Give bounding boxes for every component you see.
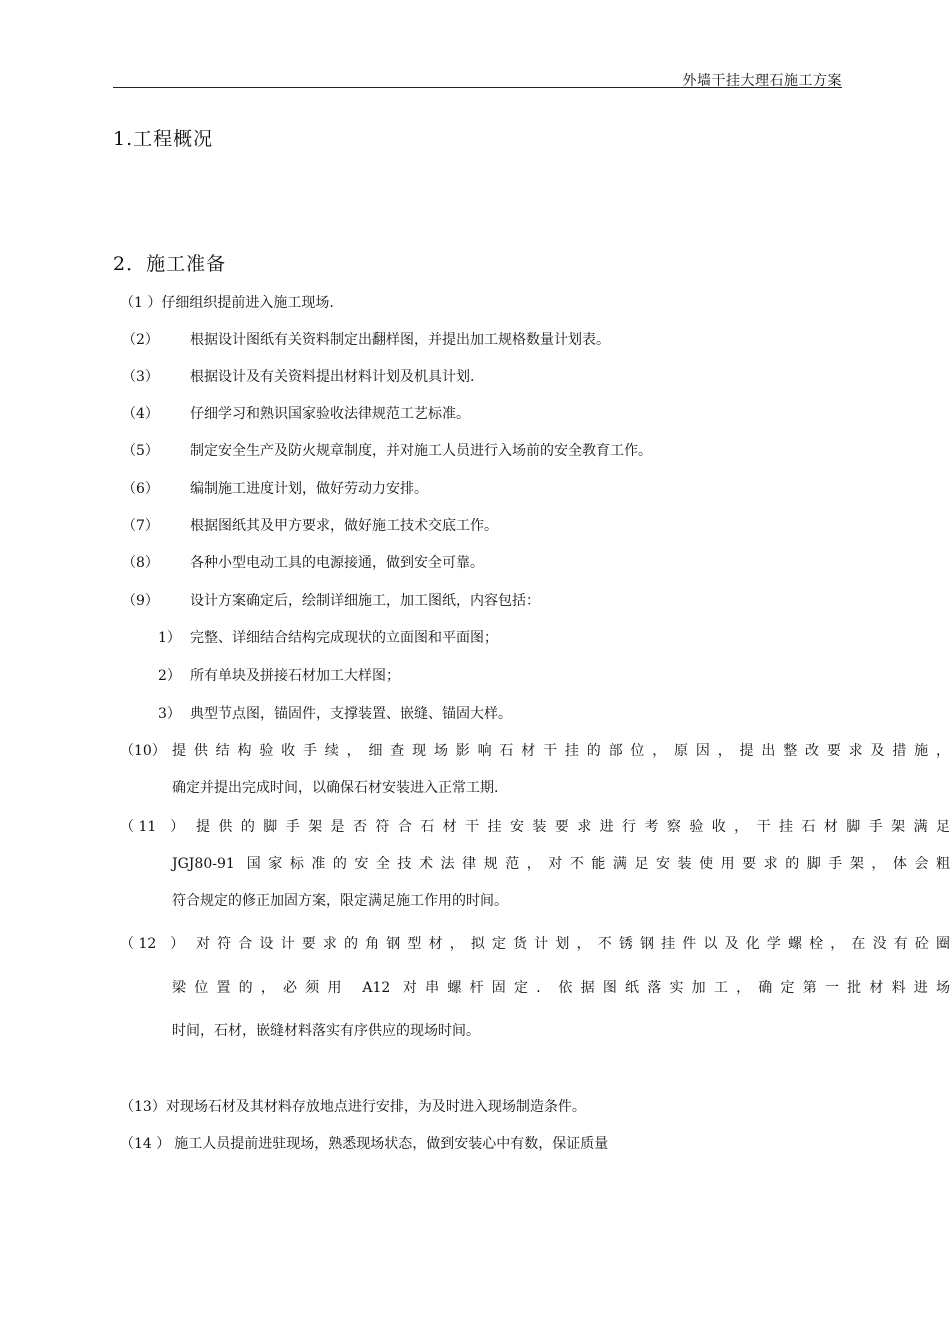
item-text: 根据设计图纸有关资料制定出翻样图，并提出加工规格数量计划表。 [190, 332, 610, 348]
list-item [122, 366, 474, 386]
item-number: （3） [122, 369, 159, 385]
item-number: （2） [122, 332, 159, 348]
item-number: （7） [122, 518, 159, 534]
header-divider [113, 87, 842, 88]
sub-list-item [158, 665, 400, 685]
list-item [122, 329, 610, 349]
item-11-line-3: 符合规定的修正加固方案，限定满足施工作用的时间。 [172, 893, 508, 909]
item-12-line-1: 对符合设计要求的角钢型材，拟定货计划，不锈钢挂件以及化学螺栓，在没有砼圈 [196, 936, 950, 952]
list-item [122, 515, 498, 535]
list-item [120, 292, 334, 312]
sub-item-text: 完整、详细结合结构完成现状的立面图和平面图； [190, 630, 498, 646]
item-10-number: （10） [120, 743, 166, 759]
item-number: （1 ） [120, 295, 162, 311]
item-text: 根据设计及有关资料提出材料计划及机具计划. [190, 369, 475, 385]
sub-list-item [158, 703, 512, 723]
item-number: （14 ） [120, 1136, 171, 1152]
sub-item-number: 3） [158, 706, 181, 722]
item-10-line-1: 提供结构验收手续，细查现场影响石材干挂的部位，原因，提出整改要求及措施， [172, 743, 950, 759]
item-text: 编制施工进度计划，做好劳动力安排。 [190, 481, 428, 497]
item-text: 根据图纸其及甲方要求，做好施工技术交底工作。 [190, 518, 498, 534]
list-item [122, 590, 540, 610]
list-item [120, 1096, 586, 1116]
item-11-line-1: 提供的脚手架是否符合石材干挂安装要求进行考察验收，干挂石材脚手架满足 [196, 819, 950, 835]
item-text: 制定安全生产及防火规章制度，并对施工人员进行入场前的安全教育工作。 [190, 443, 652, 459]
list-item [122, 440, 652, 460]
item-text: 对现场石材及其材料存放地点进行安排，为及时进入现场制造条件。 [165, 1099, 586, 1115]
item-text: 仔细学习和熟识国家验收法律规范工艺标准。 [190, 406, 470, 422]
item-text: 各种小型电动工具的电源接通，做到安全可靠。 [190, 555, 484, 571]
item-number: （9） [122, 593, 159, 609]
list-item [122, 552, 484, 572]
sub-item-text: 所有单块及拼接石材加工大样图； [190, 668, 400, 684]
item-11-number: （ 11 ） [120, 819, 185, 835]
item-11-line-2: JGJ80-91 国家标准的安全技术法律规范，对不能满足安装使用要求的脚手架，体会粗 [172, 856, 950, 872]
item-number: （4） [122, 406, 159, 422]
section-2-title: 2．施工准备 [113, 253, 227, 275]
list-item [120, 1133, 608, 1153]
item-number: （13） [120, 1099, 166, 1115]
item-number: （5） [122, 443, 159, 459]
item-text: 施工人员提前进驻现场，熟悉现场状态，做到安装心中有数，保证质量 [174, 1136, 609, 1152]
item-text: 仔细组织提前进入施工现场. [161, 295, 334, 311]
item-10-line-2: 确定并提出完成时间，以确保石材安装进入正常工期. [172, 780, 499, 796]
list-item [122, 478, 428, 498]
sub-list-item [158, 627, 498, 647]
sub-item-text: 典型节点图，锚固件，支撑装置、嵌缝、锚固大样。 [190, 706, 512, 722]
sub-item-number: 1） [158, 630, 181, 646]
item-number: （8） [122, 555, 159, 571]
section-1-title: 1.工程概况 [113, 128, 214, 150]
item-number: （6） [122, 481, 159, 497]
item-12-line-3: 时间，石材，嵌缝材料落实有序供应的现场时间。 [172, 1023, 480, 1039]
list-item [122, 403, 470, 423]
item-12-line-2: 梁位置的，必须用 A12 对串螺杆固定．依据图纸落实加工，确定第一批材料进场 [172, 980, 950, 996]
sub-item-number: 2） [158, 668, 181, 684]
item-text: 设计方案确定后，绘制详细施工，加工图纸，内容包括： [190, 593, 540, 609]
item-12-number: （ 12 ） [120, 936, 185, 952]
page-header-title: 外墙干挂大理石施工方案 [682, 73, 842, 89]
